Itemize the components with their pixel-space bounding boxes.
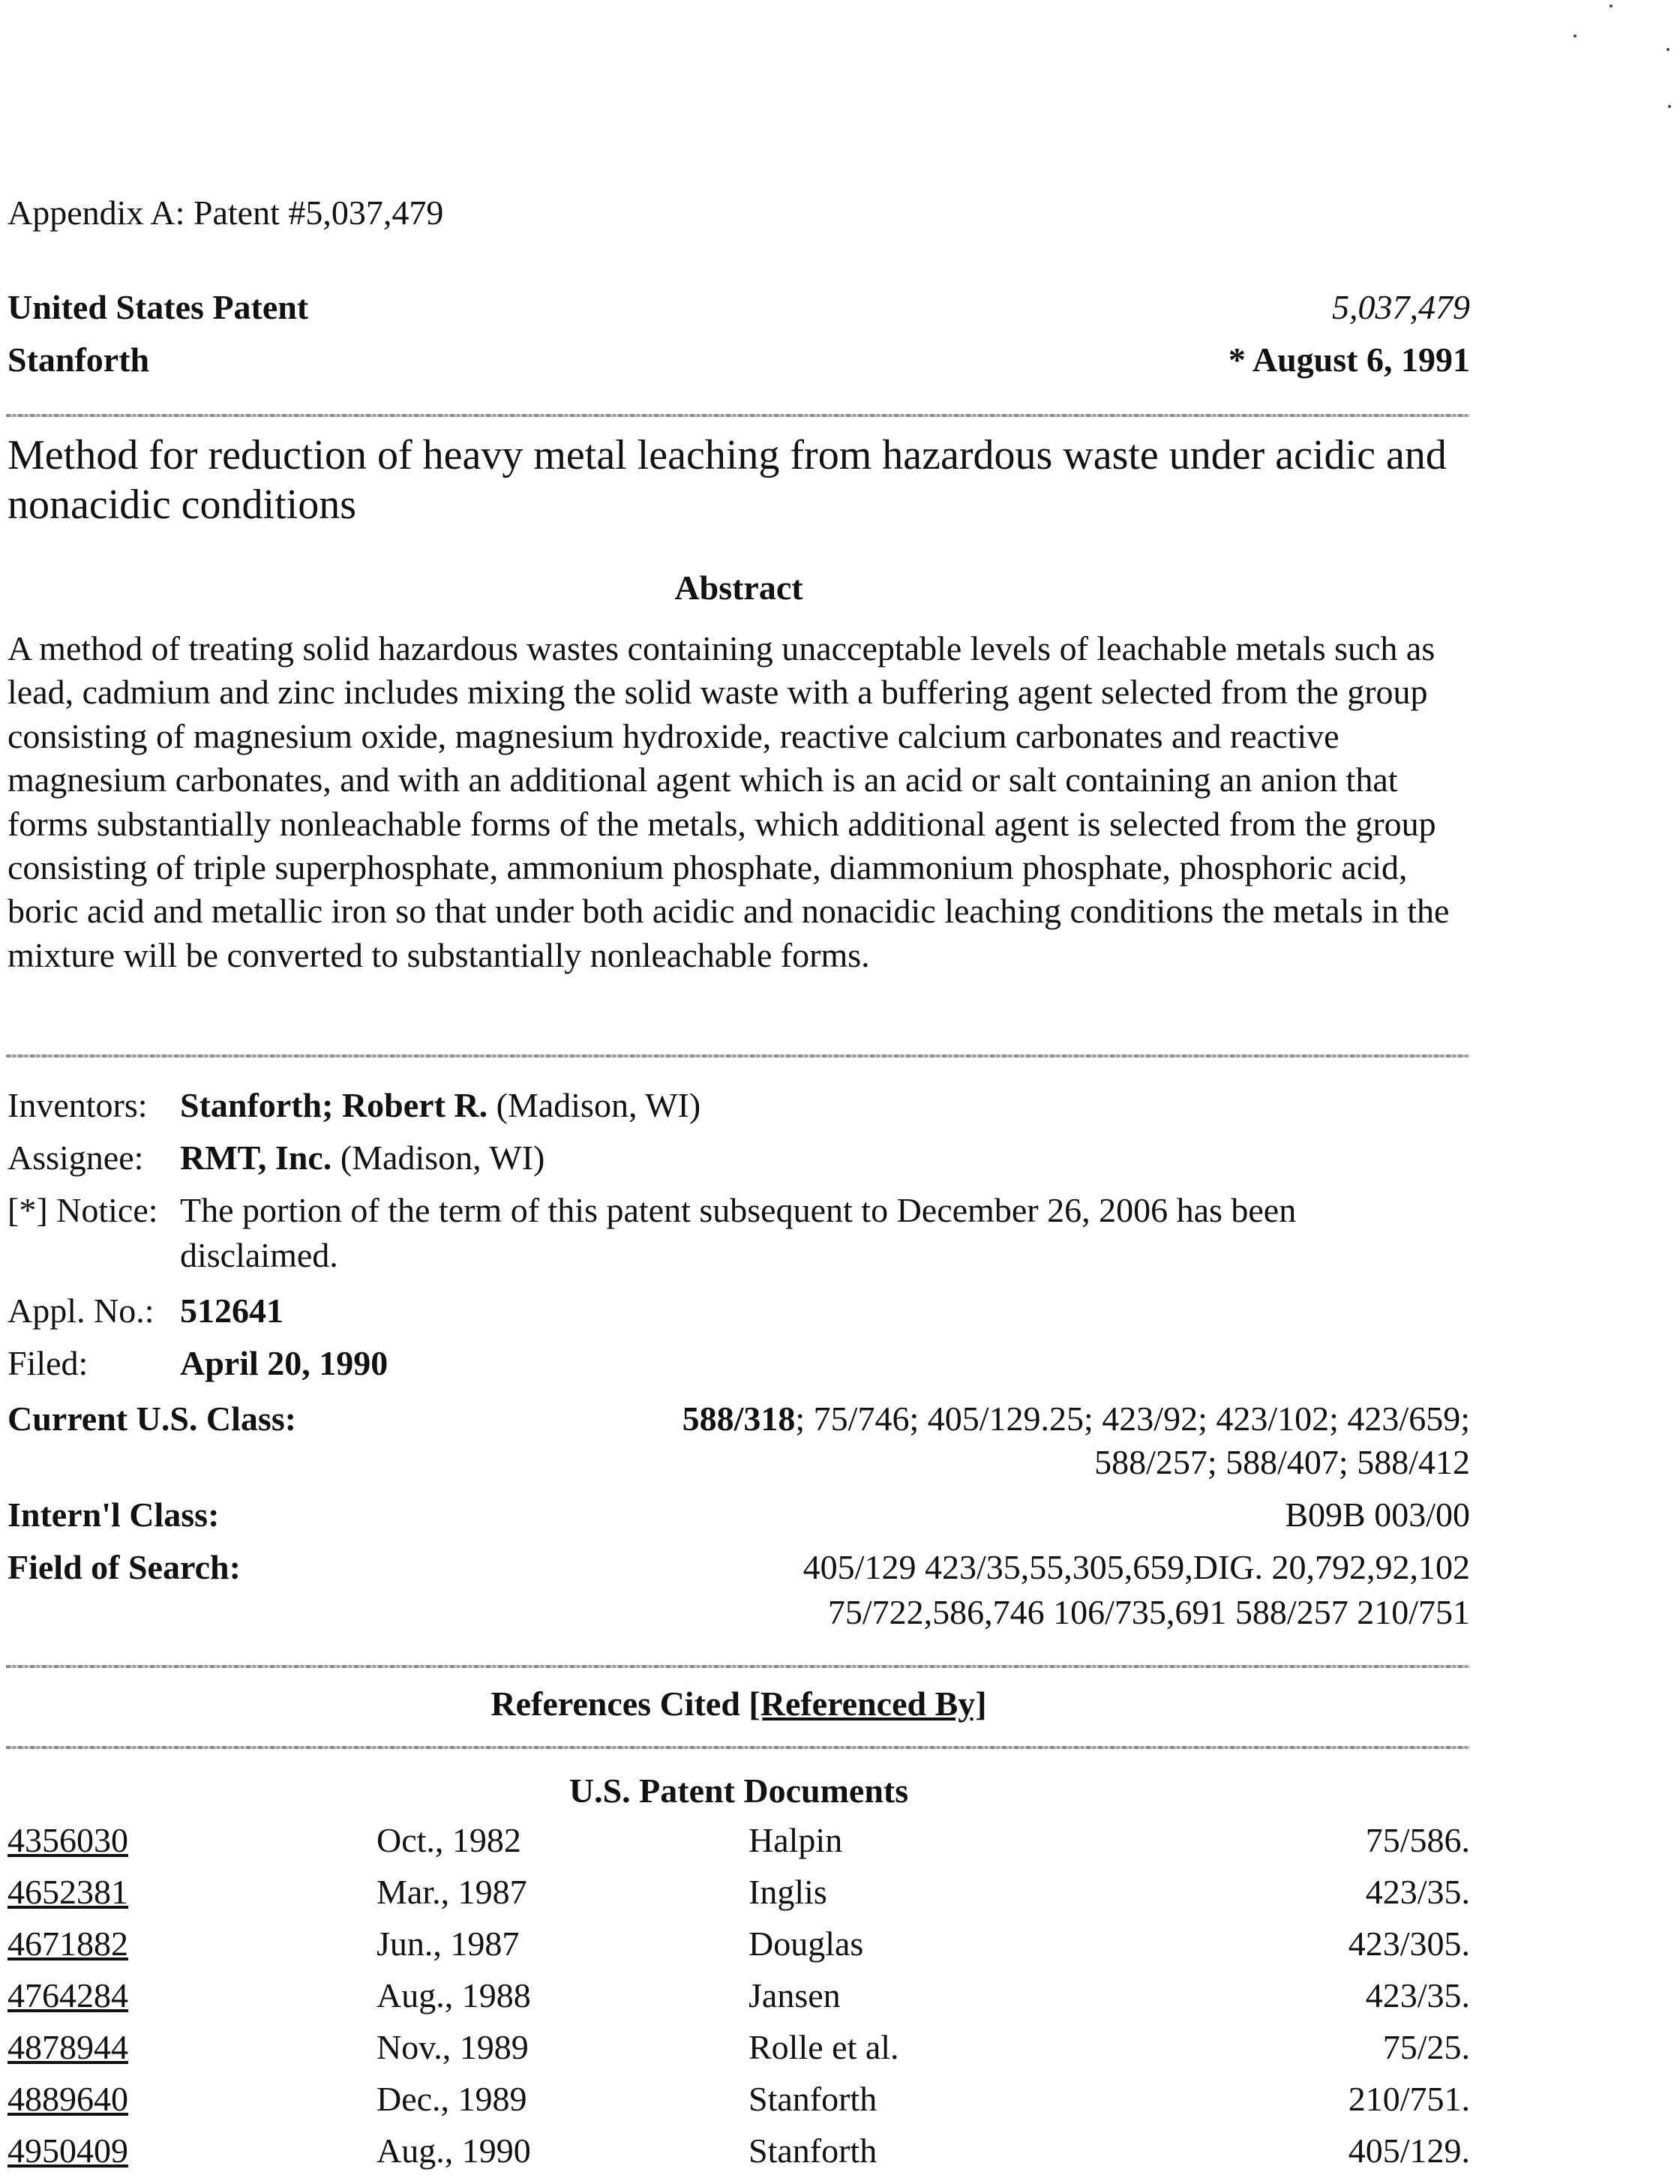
reference-inventor: Stanforth	[748, 2132, 878, 2170]
referenced-by-link[interactable]: [Referenced By]	[748, 1684, 987, 1723]
patent-office-label: United States Patent	[8, 288, 309, 326]
reference-date: Nov., 1989	[376, 2028, 529, 2066]
reference-number-link[interactable]: 4950409	[8, 2132, 128, 2170]
reference-inventor: Jansen	[748, 1976, 841, 2014]
references-heading-row	[0, 1683, 1478, 1725]
inventors-label: Inventors:	[8, 1086, 148, 1124]
patent-date: * August 6, 1991	[1228, 340, 1470, 379]
reference-date: Dec., 1989	[376, 2080, 527, 2118]
reference-number-link[interactable]: 4652381	[8, 1873, 128, 1911]
reference-inventor: Inglis	[748, 1873, 827, 1911]
field-of-search-line-2: 75/722,586,746 106/735,691 588/257 210/751	[827, 1593, 1470, 1631]
inventor-surname: Stanforth	[8, 340, 150, 379]
notice-label: [*] Notice:	[8, 1191, 158, 1229]
reference-inventor: Douglas	[748, 1924, 864, 1963]
reference-number-link[interactable]: 4356030	[8, 1821, 128, 1859]
patent-title-text: Method for reduction of heavy metal leaching from hazardous waste under acidic and nonacidic conditions	[8, 432, 1447, 528]
reference-number-link[interactable]: 4764284	[8, 1976, 128, 2014]
reference-class: 210/751.	[1348, 2080, 1470, 2118]
reference-date: Mar., 1987	[376, 1873, 527, 1911]
assignee-value	[180, 1137, 544, 1179]
assignee-label: Assignee:	[8, 1138, 144, 1177]
reference-class: 423/35.	[1365, 1976, 1470, 2014]
assignee-name: RMT, Inc.	[180, 1138, 332, 1177]
intern-class-label: Intern'l Class:	[8, 1496, 220, 1534]
current-class-primary: 588/318	[682, 1400, 796, 1438]
reference-inventor: Rolle et al.	[748, 2028, 899, 2066]
reference-inventor: Stanforth	[748, 2080, 878, 2118]
scan-speck	[1574, 34, 1576, 38]
patent-title	[8, 430, 1478, 530]
filed-label: Filed:	[8, 1344, 88, 1382]
divider	[6, 414, 1470, 417]
scan-speck	[1610, 4, 1612, 8]
assignee-location: (Madison, WI)	[340, 1138, 545, 1177]
current-class-label: Current U.S. Class:	[8, 1400, 297, 1438]
scan-speck	[1668, 105, 1671, 108]
current-class-line-1	[682, 1398, 1470, 1440]
current-class-line-2: 588/257; 588/407; 588/412	[1094, 1443, 1470, 1481]
notice-line-2: disclaimed.	[180, 1236, 338, 1274]
inventors-location: (Madison, WI)	[496, 1086, 701, 1124]
reference-class: 75/586.	[1365, 1821, 1470, 1859]
divider	[6, 1746, 1470, 1749]
current-class-rest: ; 75/746; 405/129.25; 423/92; 423/102; 423/659;	[795, 1400, 1470, 1438]
appl-no-label: Appl. No.:	[8, 1292, 154, 1330]
field-of-search-label: Field of Search:	[8, 1548, 241, 1586]
reference-class: 423/305.	[1348, 1924, 1470, 1963]
abstract-text: A method of treating solid hazardous wastes containing unacceptable levels of leachable metals such as lead, cadmium and zinc includes mixing the solid waste with a buffering agent selected from the group consisting of magnesium oxide, magnesium hydroxide, reactive calcium carbonates and reactive magnesium carbonates, and with an additional agent which is an acid or salt containing an anion that forms substantially nonleachable forms of the metals, which additional agent is selected from the group consisting of triple superphosphate, ammonium phosphate, diammonium phosphate, phosphoric acid, boric acid and metallic iron so that under both acidic and nonacidic leaching conditions the metals in the mixture will be converted to substantially nonleachable forms.	[8, 629, 1450, 974]
reference-date: Aug., 1990	[376, 2132, 531, 2170]
reference-date: Jun., 1987	[376, 1924, 520, 1963]
reference-class: 405/129.	[1348, 2132, 1470, 2170]
reference-number-link[interactable]: 4889640	[8, 2080, 128, 2118]
reference-class: 75/25.	[1382, 2028, 1470, 2066]
us-patent-documents-heading: U.S. Patent Documents	[568, 1772, 909, 1810]
reference-date: Oct., 1982	[376, 1821, 521, 1859]
appendix-label: Appendix A: Patent #5,037,479	[8, 194, 444, 232]
references-heading: References Cited	[490, 1684, 740, 1723]
field-of-search-line-1: 405/129 423/35,55,305,659,DIG. 20,792,92,102	[802, 1548, 1470, 1586]
scan-speck	[1666, 48, 1670, 51]
abstract-heading: Abstract	[674, 568, 803, 607]
notice-line-1: The portion of the term of this patent subsequent to December 26, 2006 has been	[180, 1191, 1297, 1229]
divider	[6, 1665, 1470, 1668]
divider	[6, 1054, 1470, 1058]
reference-number-link[interactable]: 4878944	[8, 2028, 128, 2066]
inventors-value	[180, 1084, 700, 1126]
reference-inventor: Halpin	[748, 1821, 843, 1859]
reference-class: 423/35.	[1365, 1873, 1470, 1911]
inventors-name: Stanforth; Robert R.	[180, 1086, 488, 1124]
filed-value: April 20, 1990	[180, 1344, 388, 1382]
appl-no-value: 512641	[180, 1292, 284, 1330]
patent-number: 5,037,479	[1332, 288, 1470, 326]
reference-date: Aug., 1988	[376, 1976, 531, 2014]
intern-class-value: B09B 003/00	[1285, 1496, 1470, 1534]
reference-number-link[interactable]: 4671882	[8, 1924, 128, 1963]
